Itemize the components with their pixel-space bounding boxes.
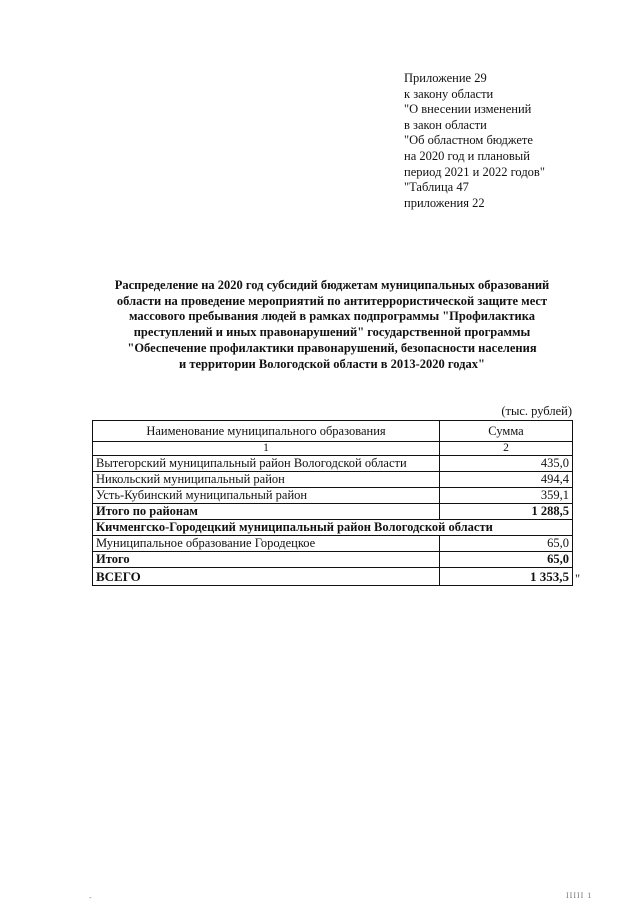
distribution-table: [92, 420, 573, 586]
appendix-block: [404, 71, 624, 211]
row-amount: 65,0: [440, 552, 573, 568]
closing-quote: ": [575, 572, 581, 586]
row-amount: 1 288,5: [440, 504, 573, 520]
row-name: Усть-Кубинский муниципальный район: [93, 488, 440, 504]
title-line: преступлений и иных правонарушений" государственной программы: [133, 325, 531, 340]
row-amount: 359,1: [440, 488, 573, 504]
row-name: Вытегорский муниципальный район Вологодской области: [93, 456, 440, 472]
row-name: ВСЕГО: [93, 568, 440, 586]
row-name: Итого: [93, 552, 440, 568]
row-name: Никольский муниципальный район: [93, 472, 440, 488]
table-row: [93, 456, 573, 472]
section-heading: Кичменгско-Городецкий муниципальный район Вологодской области: [93, 520, 573, 536]
title-line: области на проведение мероприятий по антитеррористической защите мест: [116, 293, 548, 308]
row-amount: 435,0: [440, 456, 573, 472]
column-number: 1: [93, 442, 440, 456]
appendix-line: на 2020 год и плановый: [404, 148, 530, 163]
row-name: Итого по районам: [93, 504, 440, 520]
table-header-row: [93, 421, 573, 442]
row-amount: 494,4: [440, 472, 573, 488]
appendix-line: к закону области: [404, 86, 494, 101]
appendix-line: "Об областном бюджете: [404, 133, 533, 148]
subtotal-row: [93, 504, 573, 520]
appendix-line: в закон области: [404, 117, 487, 132]
row-amount: 65,0: [440, 536, 573, 552]
appendix-line: "О внесении изменений: [404, 102, 532, 117]
section-heading-row: [93, 520, 573, 536]
table-row: [93, 472, 573, 488]
title-line: Распределение на 2020 год субсидий бюджетам муниципальных образований: [114, 278, 550, 292]
table-row: [93, 536, 573, 552]
title-line: и территории Вологодской области в 2013-2020 годах": [179, 356, 485, 371]
appendix-line: период 2021 и 2022 годов": [404, 164, 545, 179]
appendix-line: "Таблица 47: [404, 180, 469, 195]
title-line: "Обеспечение профилактики правонарушений, безопасности населения: [127, 340, 537, 355]
title-line: массового пребывания людей в рамках подпрограммы "Профилактика: [128, 309, 536, 324]
appendix-line: Приложение 29: [404, 71, 487, 85]
footer-mark-left: -: [89, 893, 92, 902]
grand-total-row: [93, 568, 573, 586]
row-amount: 1 353,5: [440, 568, 573, 586]
column-number-row: [93, 442, 573, 456]
footer-mark-right: IIIII 1: [566, 891, 593, 900]
units-label: (тыс. рублей): [501, 404, 572, 418]
table-row: [93, 488, 573, 504]
row-name: Муниципальное образование Городецкое: [93, 536, 440, 552]
appendix-line: приложения 22: [404, 195, 485, 210]
subtotal-row: [93, 552, 573, 568]
column-number: 2: [440, 442, 573, 456]
header-name: Наименование муниципального образования: [93, 421, 440, 442]
document-title: [92, 278, 572, 372]
header-amount: Сумма: [440, 421, 573, 442]
